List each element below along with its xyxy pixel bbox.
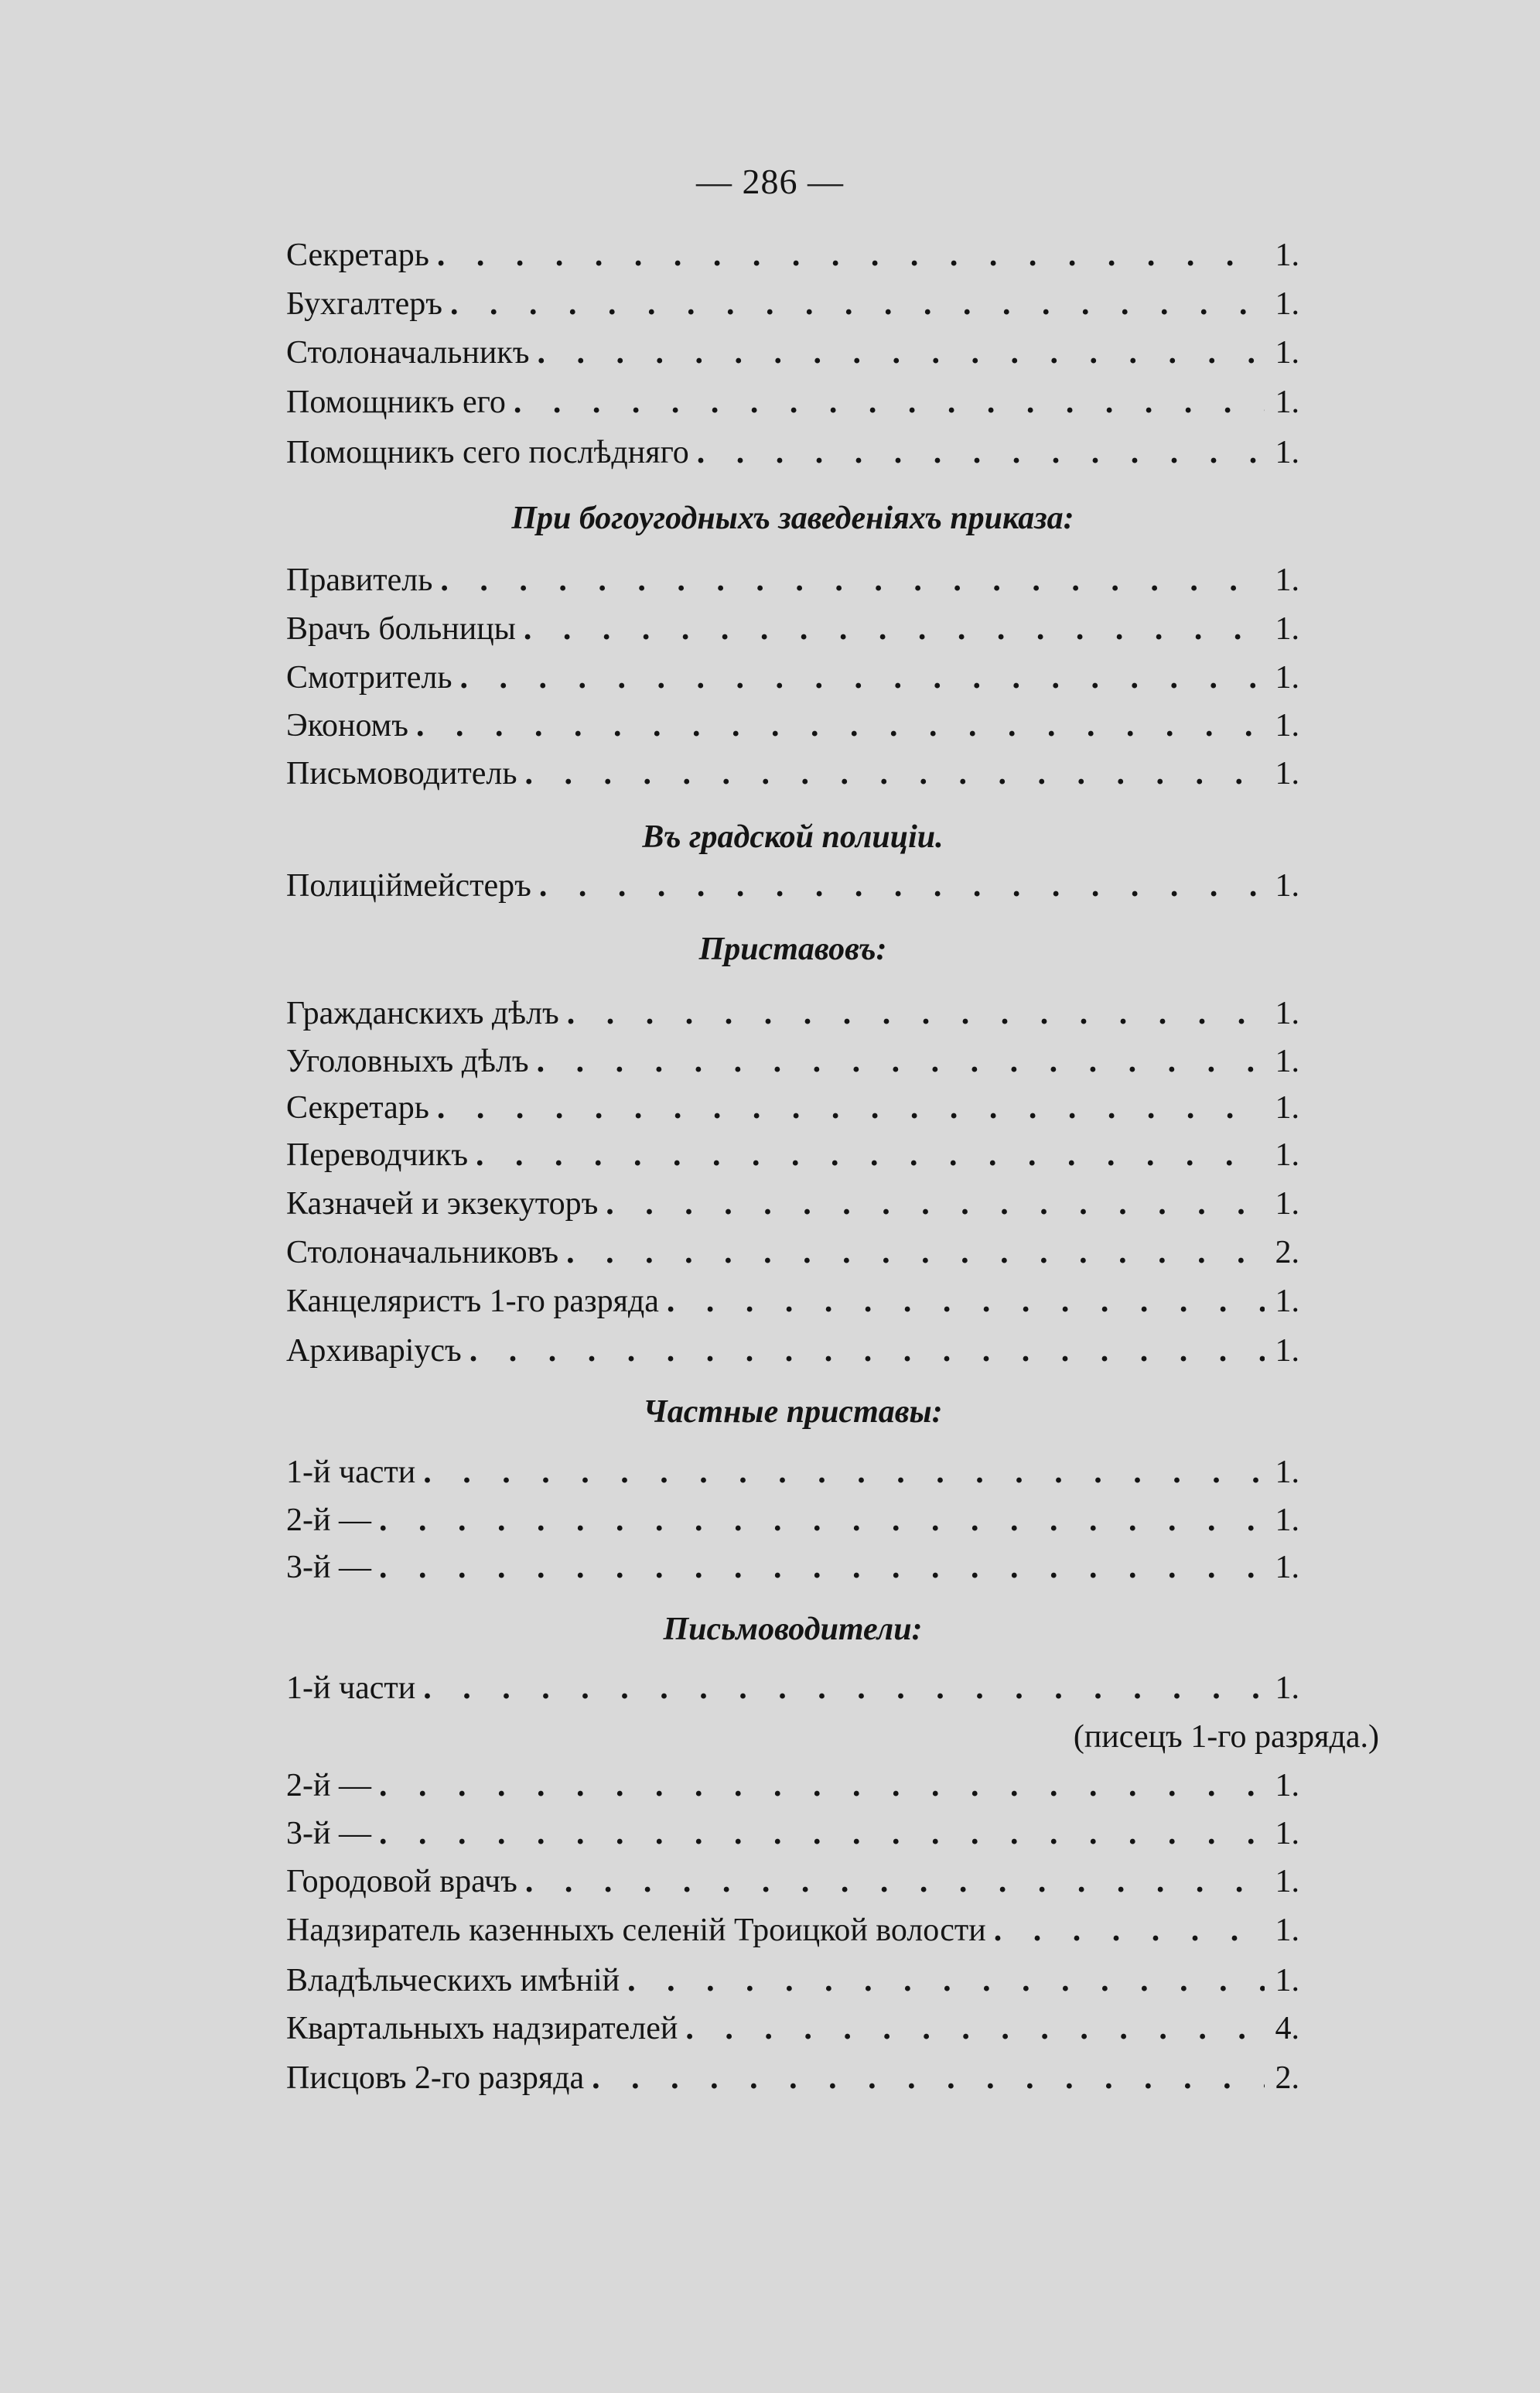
item-count: 1. [1275, 1963, 1299, 1998]
list-item [286, 1957, 1299, 2004]
dot-leader [470, 1328, 1265, 1374]
item-count: 1. [1275, 1455, 1299, 1490]
dot-leader [525, 1858, 1265, 1905]
dot-leader [524, 750, 1264, 797]
item-label: Канцеляристъ 1-го разряда [286, 1284, 659, 1319]
item-label: 3-й — [286, 1816, 371, 1851]
list-item [286, 1858, 1299, 1905]
item-label: Бухгалтеръ [286, 286, 442, 322]
item-label: Городовой врачъ [286, 1864, 517, 1899]
list-item [286, 2055, 1299, 2101]
list-item [286, 1762, 1299, 1809]
dot-leader [514, 379, 1265, 426]
list-item [286, 1544, 1299, 1591]
section-heading: Письмоводители: [663, 1612, 923, 1647]
section-heading: При богоугодныхъ заведеніяхъ приказа: [511, 501, 1074, 536]
list-item [286, 863, 1299, 909]
dot-leader [537, 330, 1264, 376]
dot-leader [379, 1544, 1265, 1591]
item-label: Владѣльческихъ имѣній [286, 1963, 620, 1998]
item-label: Квартальныхъ надзирателей [286, 2011, 678, 2046]
dot-leader [566, 1229, 1264, 1276]
dot-leader [627, 1957, 1264, 2004]
item-label: Врачъ больницы [286, 611, 516, 647]
item-label: Смотритель [286, 660, 452, 696]
item-count: 1. [1275, 660, 1299, 696]
list-item [286, 2005, 1299, 2052]
item-count: 2. [1275, 1235, 1299, 1270]
dot-leader [440, 557, 1264, 603]
dot-leader [423, 1665, 1264, 1711]
list-item [286, 429, 1299, 476]
item-label: Переводчикъ [286, 1137, 469, 1173]
dot-leader [476, 1132, 1264, 1178]
item-label: Помощникъ его [286, 385, 506, 420]
item-count: 1. [1275, 1137, 1299, 1173]
item-label: Секретарь [286, 1090, 429, 1126]
page-number: — 286 — [696, 162, 844, 201]
item-count: 1. [1275, 868, 1299, 904]
list-item [286, 606, 1299, 652]
item-label: Надзиратель казенныхъ селеній Троицкой волости [286, 1913, 986, 1948]
list-item [286, 232, 1299, 279]
item-count: 1. [1275, 1816, 1299, 1851]
item-label: Секретарь [286, 238, 429, 273]
item-label: Правитель [286, 562, 433, 598]
item-count: 1. [1275, 708, 1299, 744]
list-item [286, 1038, 1299, 1085]
item-label: Столоначальниковъ [286, 1235, 559, 1270]
item-count: 1. [1275, 1913, 1299, 1948]
item-label: 3-й — [286, 1550, 371, 1585]
list-item [286, 1229, 1299, 1276]
item-count: 1. [1275, 1670, 1299, 1706]
dot-leader [379, 1497, 1265, 1543]
list-item [286, 1278, 1299, 1325]
item-label: Казначей и экзекуторъ [286, 1186, 599, 1222]
dot-leader [450, 281, 1265, 327]
item-count: 1. [1275, 1864, 1299, 1899]
dot-leader [567, 990, 1265, 1037]
item-label: Архиваріусъ [286, 1333, 462, 1369]
item-count: 1. [1275, 385, 1299, 420]
dot-leader [524, 606, 1265, 652]
list-item [286, 379, 1299, 426]
dot-leader [685, 2005, 1264, 2052]
dot-leader [379, 1810, 1265, 1857]
list-item [286, 1497, 1299, 1543]
item-count: 2. [1275, 2060, 1299, 2096]
list-item [286, 1665, 1299, 1711]
list-item [286, 990, 1299, 1037]
item-count: 1. [1275, 1186, 1299, 1222]
item-count: 1. [1275, 562, 1299, 598]
item-count: 1. [1275, 238, 1299, 273]
list-item [286, 1085, 1299, 1131]
list-item [286, 1181, 1299, 1227]
dot-leader [416, 703, 1265, 749]
list-item [286, 1810, 1299, 1857]
dot-leader [379, 1762, 1265, 1809]
dot-leader [994, 1907, 1265, 1954]
dot-leader [537, 1038, 1265, 1085]
item-count: 1. [1275, 1044, 1299, 1079]
list-item [286, 1328, 1299, 1374]
dot-leader [606, 1181, 1264, 1227]
dot-leader [437, 1085, 1265, 1131]
item-count: 1. [1275, 1550, 1299, 1585]
section-heading: Въ градской полиціи. [642, 819, 944, 855]
list-item [286, 655, 1299, 701]
item-label: 2-й — [286, 1502, 371, 1538]
list-item [286, 330, 1299, 376]
dot-leader [697, 429, 1265, 476]
dot-leader [437, 232, 1265, 279]
item-count: 1. [1275, 1768, 1299, 1803]
item-label: Уголовныхъ дѣлъ [286, 1044, 529, 1079]
item-count: 1. [1275, 756, 1299, 791]
item-label: Полиціймейстеръ [286, 868, 531, 904]
list-item [286, 557, 1299, 603]
item-count: 4. [1275, 2011, 1299, 2046]
list-item [286, 1449, 1299, 1496]
item-count: 1. [1275, 1090, 1299, 1126]
dot-leader [667, 1278, 1265, 1325]
item-count: 1. [1275, 435, 1299, 470]
item-label: 1-й части [286, 1455, 416, 1490]
list-item [286, 703, 1299, 749]
item-label: Писцовъ 2-го разряда [286, 2060, 585, 2096]
dot-leader [539, 863, 1265, 909]
item-count: 1. [1275, 1502, 1299, 1538]
item-note: (писецъ 1-го разряда.) [1073, 1719, 1379, 1755]
list-item [286, 750, 1299, 797]
item-label: Гражданскихъ дѣлъ [286, 996, 559, 1031]
item-label: Столоначальникъ [286, 335, 530, 371]
list-item [286, 1132, 1299, 1178]
list-item [286, 281, 1299, 327]
item-label: Экономъ [286, 708, 408, 744]
item-label: Помощникъ сего послѣдняго [286, 435, 689, 470]
item-count: 1. [1275, 286, 1299, 322]
item-label: Письмоводитель [286, 756, 517, 791]
list-item [286, 1907, 1299, 1954]
section-heading: Приставовъ: [698, 932, 887, 967]
section-heading: Частные приставы: [643, 1394, 943, 1430]
item-count: 1. [1275, 1284, 1299, 1319]
item-label: 1-й части [286, 1670, 416, 1706]
item-count: 1. [1275, 611, 1299, 647]
dot-leader [423, 1449, 1264, 1496]
item-count: 1. [1275, 335, 1299, 371]
item-count: 1. [1275, 996, 1299, 1031]
item-label: 2-й — [286, 1768, 371, 1803]
dot-leader [592, 2055, 1264, 2101]
item-count: 1. [1275, 1333, 1299, 1369]
dot-leader [460, 655, 1265, 701]
